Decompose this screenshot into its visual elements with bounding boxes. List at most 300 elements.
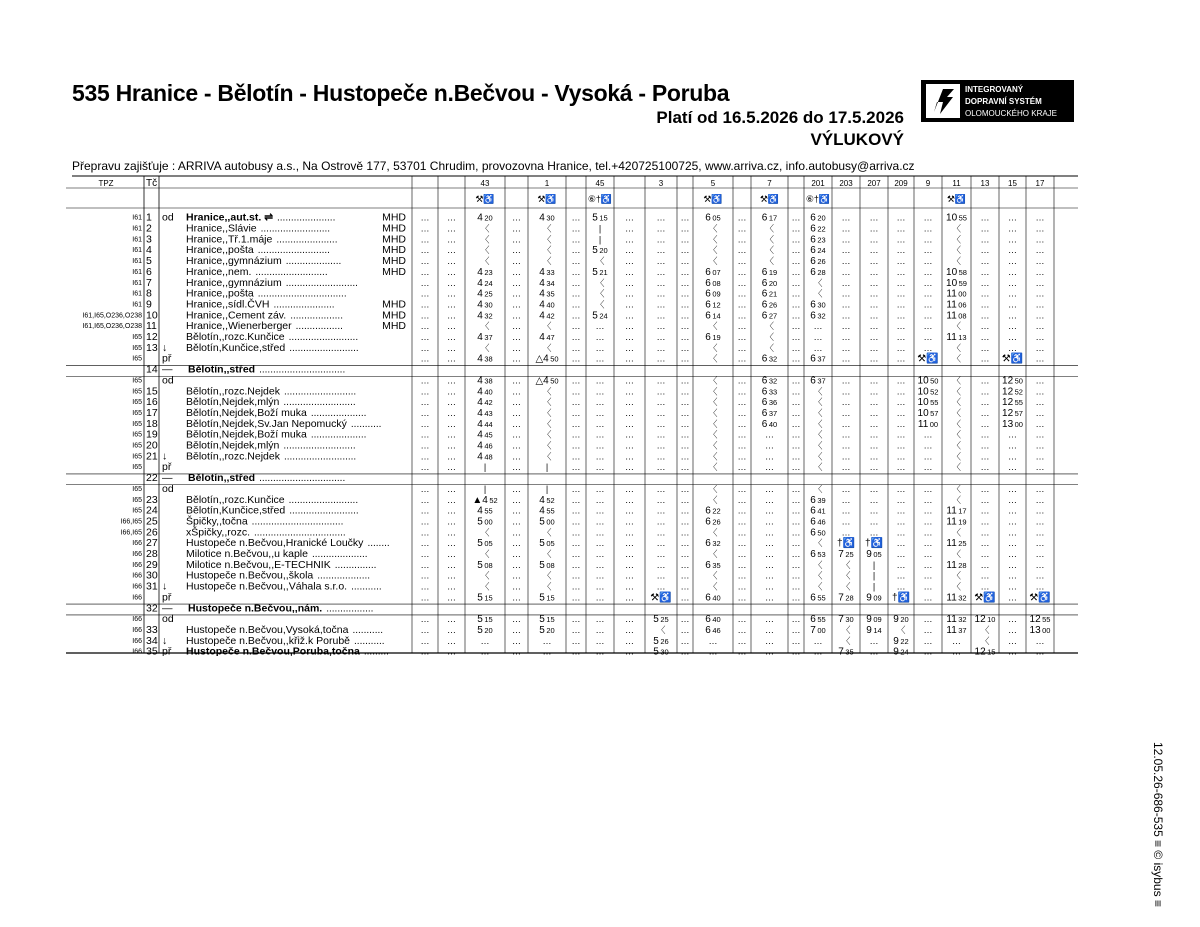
cell-no-service: … (841, 342, 851, 353)
cell-no-service: … (1008, 549, 1017, 559)
cell-no-service: … (625, 397, 634, 408)
cell-no-service: … (656, 570, 666, 581)
cell-no-service: … (980, 277, 990, 288)
cell-no-service: … (420, 353, 430, 364)
cell-no-service: … (737, 440, 747, 451)
row-mhd: MHD (382, 233, 406, 246)
cell-no-service: … (447, 646, 456, 656)
trip-number: 11 (952, 179, 961, 188)
row-tpz: I66 (132, 583, 142, 591)
leader-dots: ................. (295, 321, 343, 333)
cell-no-service: … (841, 256, 851, 267)
cell-no-service: … (571, 440, 581, 451)
cell-no-service: … (571, 614, 581, 625)
cell-no-service: … (680, 321, 690, 332)
leader-dots: ......................... (288, 494, 359, 506)
cell-no-service: … (869, 516, 879, 527)
cell-no-service: … (896, 223, 906, 234)
cell-no-service: … (595, 635, 605, 646)
row-tpz: I66 (132, 551, 142, 558)
cell-no-service: … (869, 256, 879, 267)
cell-no-service: … (980, 223, 990, 234)
cell-no-service: … (512, 223, 521, 234)
cell-no-service: … (869, 386, 879, 397)
cell-not-stopping: 〈 (708, 440, 718, 451)
cell-departure-time: 5 15 (592, 212, 608, 224)
cell-not-stopping: 〈 (708, 527, 718, 538)
cell-not-stopping: 〈 (951, 223, 962, 234)
cell-no-service: … (1035, 505, 1045, 516)
cell-no-service: … (625, 538, 634, 549)
cell-no-service: … (420, 407, 430, 418)
cell-no-service: … (765, 581, 774, 592)
cell-departure-time: 6 20 (810, 212, 826, 224)
cell-no-service: … (791, 559, 801, 570)
cell-not-stopping: 〈 (708, 234, 718, 245)
cell-departure-time: 9 14 (866, 624, 882, 636)
cell-no-service: … (923, 581, 933, 592)
cell-departure-time: 4 35 (539, 288, 555, 300)
row-stop-number: 31 (146, 580, 158, 593)
cell-no-service: … (737, 624, 747, 635)
cell-no-service: … (791, 310, 801, 321)
cell-no-service: … (791, 397, 801, 408)
cell-departure-time: 11 17 (946, 505, 967, 517)
cell-no-service: … (980, 429, 990, 440)
row-tpz: I66 (132, 616, 142, 624)
cell-departure-time: 12 57 (1002, 407, 1023, 419)
cell-departure-time: 9 22 (893, 635, 909, 647)
cell-no-service: … (841, 407, 851, 418)
cell-no-service: … (791, 592, 801, 603)
cell-departure-time: 6 28 (810, 266, 826, 278)
cell-departure-time: 10 58 (946, 266, 967, 278)
cell-departure-time: 4 47 (539, 332, 555, 343)
cell-no-service: … (625, 635, 634, 646)
cell-not-stopping: 〈 (595, 299, 605, 310)
cell-no-service: … (869, 375, 879, 386)
row-stop-name: Bělotín,,rozc.Kunčice (186, 493, 285, 506)
cell-no-service: … (869, 646, 879, 656)
row-tpz: I65 (132, 420, 142, 428)
cell-no-service: … (896, 321, 906, 332)
cell-no-service: … (680, 407, 690, 418)
cell-no-service: … (737, 516, 747, 527)
cell-no-service: … (595, 418, 605, 429)
cell-no-service: … (896, 494, 906, 505)
cell-no-service: … (1008, 570, 1017, 581)
cell-no-service: … (869, 245, 879, 256)
cell-no-service: … (980, 451, 990, 462)
cell-no-service: … (420, 277, 430, 288)
cell-no-service: … (980, 332, 990, 342)
row-tpz: I66 (132, 561, 142, 569)
cell-departure-time: 9 09 (866, 614, 882, 626)
cell-no-service: … (625, 624, 634, 635)
cell-pass-line: | (872, 570, 876, 581)
cell-no-service: … (447, 429, 456, 440)
cell-no-service: … (980, 212, 990, 223)
trip-note-icon: ⑥†♿ (587, 194, 613, 204)
cell-no-service: … (1008, 234, 1017, 245)
cell-departure-time: 4 48 (477, 451, 493, 463)
cell-no-service: … (420, 462, 430, 473)
cell-no-service: … (896, 538, 906, 549)
cell-no-service: … (571, 234, 581, 245)
row-stop-number: 25 (146, 515, 158, 528)
leader-dots: ........... (351, 581, 382, 593)
cell-no-service: … (923, 614, 933, 625)
cell-departure-time: 5 00 (539, 516, 555, 528)
cell-no-service: … (1008, 256, 1017, 267)
cell-no-service: … (1008, 342, 1017, 353)
cell-not-stopping: 〈 (951, 418, 962, 429)
cell-no-service: … (447, 332, 456, 342)
cell-not-stopping: 〈 (764, 321, 775, 332)
cell-departure-time: ▲4 52 (472, 494, 498, 506)
cell-no-service: … (680, 516, 690, 527)
cell-departure-time: 6 05 (705, 212, 721, 224)
leader-dots: ........... (354, 635, 385, 647)
cell-no-service: … (923, 429, 933, 440)
cell-not-stopping: 〈 (841, 559, 851, 570)
cell-no-service: … (923, 212, 933, 223)
leader-dots: ............................... (259, 473, 346, 485)
cell-pass-line: | (598, 234, 602, 245)
cell-no-service: … (680, 462, 690, 473)
cell-no-service: … (980, 386, 990, 397)
cell-no-service: … (447, 299, 456, 310)
cell-no-service: … (571, 581, 581, 592)
cell-no-service: … (1008, 212, 1017, 223)
cell-not-stopping: 〈 (480, 581, 490, 592)
cell-departure-time: 9 24 (893, 646, 909, 656)
cell-departure-time: 11 32 (946, 614, 967, 626)
cell-no-service: … (791, 516, 801, 527)
cell-no-service: … (923, 505, 933, 516)
cell-no-service: … (869, 451, 879, 462)
cell-no-service: … (1035, 418, 1045, 429)
cell-not-stopping: 〈 (951, 353, 962, 364)
cell-departure-time: 6 26 (810, 256, 826, 268)
row-tpz: I65 (132, 355, 142, 363)
row-stop-name: Milotice n.Bečvou,,u kaple (186, 548, 308, 560)
cell-departure-time: 6 22 (705, 505, 721, 517)
cell-no-service: … (841, 332, 851, 342)
cell-not-stopping: 〈 (542, 245, 552, 256)
trip-number: 7 (767, 179, 772, 188)
row-stop-name: Bělotín,Nejdek,mlýn (186, 396, 280, 409)
cell-no-service: … (737, 614, 747, 625)
trip-number: 203 (839, 179, 853, 188)
cell-not-stopping: 〈 (951, 451, 962, 462)
cell-not-stopping: 〈 (841, 570, 851, 581)
cell-no-service: … (420, 310, 430, 321)
cell-no-service: … (447, 483, 456, 494)
cell-no-service: … (791, 375, 801, 386)
row-mhd: MHD (382, 255, 406, 268)
cell-no-service: … (420, 288, 430, 299)
cell-no-service: … (1008, 559, 1017, 570)
cell-no-service: … (841, 494, 851, 505)
cell-not-stopping: 〈 (951, 245, 962, 256)
cell-no-service: … (737, 505, 747, 516)
cell-no-service: … (1035, 538, 1045, 549)
cell-departure-time: ⚒♿ (917, 353, 939, 365)
cell-no-service: … (512, 418, 521, 429)
cell-no-service: … (896, 440, 906, 451)
cell-no-service: … (765, 635, 774, 646)
cell-no-service: … (841, 288, 851, 299)
cell-no-service: … (737, 581, 747, 592)
row-mode: — (162, 602, 173, 615)
row-tpz: I65 (132, 388, 142, 396)
row-tpz: I61 (132, 236, 142, 244)
cell-no-service: … (869, 494, 879, 505)
cell-no-service: … (447, 266, 456, 277)
cell-departure-time: 4 55 (539, 505, 555, 517)
cell-no-service: … (708, 646, 718, 656)
cell-departure-time: 11 13 (946, 332, 967, 343)
cell-no-service: … (680, 288, 690, 299)
cell-departure-time: 5 15 (477, 614, 493, 626)
leader-dots: ......... (363, 646, 389, 656)
cell-not-stopping: 〈 (480, 256, 490, 267)
cell-no-service: … (625, 353, 634, 364)
trip-number: 3 (658, 179, 664, 188)
cell-not-stopping: 〈 (542, 429, 552, 440)
cell-no-service: … (420, 245, 430, 256)
cell-no-service: … (737, 418, 747, 429)
cell-no-service: … (841, 375, 851, 386)
row-tpz: I61 (132, 247, 142, 255)
cell-no-service: … (923, 342, 933, 353)
cell-no-service: … (625, 332, 634, 342)
cell-no-service: … (571, 451, 581, 462)
cell-no-service: … (1035, 646, 1045, 656)
leader-dots: .......................... (283, 386, 357, 398)
cell-not-stopping: 〈 (951, 494, 962, 505)
cell-not-stopping: 〈 (542, 386, 552, 397)
cell-no-service: … (680, 538, 690, 549)
cell-departure-time: 4 30 (539, 212, 555, 224)
cell-no-service: … (765, 451, 774, 462)
cell-no-service: … (571, 570, 581, 581)
cell-departure-time: 5 15 (477, 592, 493, 604)
cell-not-stopping: 〈 (951, 483, 962, 494)
cell-no-service: … (737, 646, 747, 656)
cell-no-service: … (447, 397, 456, 408)
cell-departure-time: †♿ (891, 592, 911, 604)
cell-no-service: … (571, 397, 581, 408)
cell-no-service: … (896, 462, 906, 473)
cell-no-service: … (1035, 527, 1045, 538)
row-tpz: I61,I65,O236,O238 (82, 312, 142, 320)
cell-not-stopping: 〈 (813, 397, 823, 408)
cell-departure-time: 7 35 (838, 646, 854, 656)
cell-departure-time: 12 55 (1002, 397, 1023, 409)
cell-no-service: … (680, 418, 690, 429)
cell-no-service: … (571, 418, 581, 429)
cell-no-service: … (680, 342, 690, 353)
cell-not-stopping: 〈 (951, 527, 962, 538)
cell-no-service: … (869, 234, 879, 245)
cell-no-service: … (765, 592, 774, 603)
row-mode: ↓ (162, 580, 168, 593)
cell-no-service: … (791, 483, 801, 494)
cell-no-service: … (737, 332, 747, 342)
cell-no-service: … (447, 624, 456, 635)
cell-no-service: … (980, 234, 990, 245)
cell-no-service: … (595, 570, 605, 581)
cell-departure-time: 6 07 (705, 266, 721, 278)
cell-no-service: … (1008, 581, 1017, 592)
row-stop-name: Bělotín,,střed (188, 363, 256, 376)
cell-no-service: … (1035, 483, 1045, 494)
cell-no-service: … (420, 549, 430, 559)
cell-no-service: … (1008, 483, 1017, 494)
cell-departure-time: 6 32 (810, 310, 826, 322)
cell-departure-time: 11 19 (946, 516, 967, 528)
cell-not-stopping: 〈 (896, 624, 906, 635)
cell-no-service: … (841, 234, 851, 245)
cell-no-service: … (869, 277, 879, 288)
cell-no-service: … (571, 212, 581, 223)
cell-no-service: … (420, 624, 430, 635)
cell-no-service: … (765, 527, 774, 538)
row-stop-number: 13 (146, 341, 158, 354)
cell-no-service: … (512, 505, 521, 516)
cell-no-service: … (813, 332, 823, 342)
cell-no-service: … (1008, 516, 1017, 527)
row-mode: př (162, 591, 172, 604)
cell-not-stopping: 〈 (951, 256, 962, 267)
cell-departure-time: 4 52 (539, 494, 555, 506)
row-stop-name: xŠpičky,,rozc. (186, 526, 250, 539)
cell-no-service: … (896, 375, 906, 386)
cell-no-service: … (896, 266, 906, 277)
cell-not-stopping: 〈 (708, 375, 718, 386)
cell-no-service: … (980, 397, 990, 408)
cell-departure-time: 4 44 (477, 418, 493, 430)
cell-no-service: … (625, 592, 634, 603)
leader-dots: ................................ (257, 288, 347, 300)
cell-departure-time: 6 41 (810, 505, 826, 517)
cell-no-service: … (680, 592, 690, 603)
cell-no-service: … (625, 299, 634, 310)
cell-no-service: … (980, 462, 990, 473)
row-mhd: MHD (382, 265, 406, 278)
cell-no-service: … (923, 245, 933, 256)
cell-departure-time: 6 32 (761, 353, 778, 365)
cell-no-service: … (512, 386, 521, 397)
cell-not-stopping: 〈 (542, 527, 552, 538)
cell-no-service: … (625, 277, 634, 288)
cell-no-service: … (765, 570, 774, 581)
cell-no-service: … (447, 462, 456, 473)
cell-no-service: … (420, 332, 430, 342)
cell-no-service: … (980, 321, 990, 332)
cell-no-service: … (923, 332, 933, 342)
cell-no-service: … (680, 635, 690, 646)
cell-departure-time: 5 24 (592, 310, 608, 322)
cell-no-service: … (595, 342, 605, 353)
row-stop-number: 21 (146, 450, 158, 463)
logo-line-3: OLOMOUCKÉHO KRAJE (965, 109, 1058, 118)
row-mode: — (162, 363, 173, 376)
cell-no-service: … (1008, 505, 1017, 516)
cell-no-service: … (1008, 646, 1017, 656)
leader-dots: .......................... (255, 266, 328, 278)
cell-not-stopping: 〈 (595, 256, 605, 267)
row-stop-name: Hustopeče n.Bečvou,Vysoká,točna (186, 623, 349, 636)
cell-no-service: … (571, 462, 581, 473)
cell-departure-time: 12 50 (1002, 375, 1023, 387)
row-mode: př (162, 645, 172, 656)
cell-no-service: … (420, 635, 430, 646)
cell-no-service: … (980, 570, 990, 581)
cell-no-service: … (595, 538, 605, 549)
cell-not-stopping: 〈 (951, 462, 962, 473)
cell-no-service: … (656, 559, 666, 570)
cell-no-service: … (571, 505, 581, 516)
cell-no-service: … (625, 288, 634, 299)
cell-no-service: … (896, 418, 906, 429)
cell-no-service: … (595, 483, 605, 494)
cell-no-service: … (980, 407, 990, 418)
cell-no-service: … (923, 624, 933, 635)
cell-not-stopping: 〈 (813, 559, 823, 570)
cell-no-service: … (737, 288, 747, 299)
cell-not-stopping: 〈 (980, 635, 990, 646)
cell-no-service: … (571, 375, 581, 386)
cell-no-service: … (625, 516, 634, 527)
row-stop-name: Špičky,,točna (186, 515, 248, 528)
cell-no-service: … (841, 483, 851, 494)
cell-no-service: … (512, 581, 521, 592)
cell-no-service: … (512, 516, 521, 527)
cell-no-service: … (571, 256, 581, 267)
row-stop-number: 18 (146, 417, 158, 430)
row-stop-name: Hranice,,gymnázium (186, 255, 282, 268)
cell-departure-time: 11 06 (946, 299, 967, 311)
cell-departure-time: 5 08 (477, 559, 493, 571)
cell-not-stopping: 〈 (595, 277, 605, 288)
cell-no-service: … (680, 614, 690, 625)
cell-no-service: … (923, 234, 933, 245)
cell-no-service: … (1035, 288, 1045, 299)
cell-no-service: … (1008, 538, 1017, 549)
row-stop-name: Hustopeče n.Bečvou,,nám. (188, 602, 323, 615)
row-stop-number: 17 (146, 406, 158, 419)
cell-no-service: … (896, 386, 906, 397)
cell-no-service: … (420, 538, 430, 549)
row-tpz: I66 (132, 594, 142, 602)
cell-no-service: … (980, 342, 990, 353)
cell-no-service: … (1035, 353, 1045, 364)
cell-no-service: … (791, 299, 801, 310)
cell-no-service: … (791, 624, 801, 635)
cell-no-service: … (656, 332, 666, 342)
cell-no-service: … (1035, 549, 1045, 559)
cell-no-service: … (595, 646, 605, 656)
row-stop-number: 2 (146, 222, 152, 235)
row-stop-name: Bělotín,Nejdek,Boží muka (186, 428, 307, 441)
cell-no-service: … (1035, 635, 1045, 646)
cell-no-service: … (595, 494, 605, 505)
cell-no-service: … (869, 429, 879, 440)
cell-no-service: … (625, 646, 634, 656)
